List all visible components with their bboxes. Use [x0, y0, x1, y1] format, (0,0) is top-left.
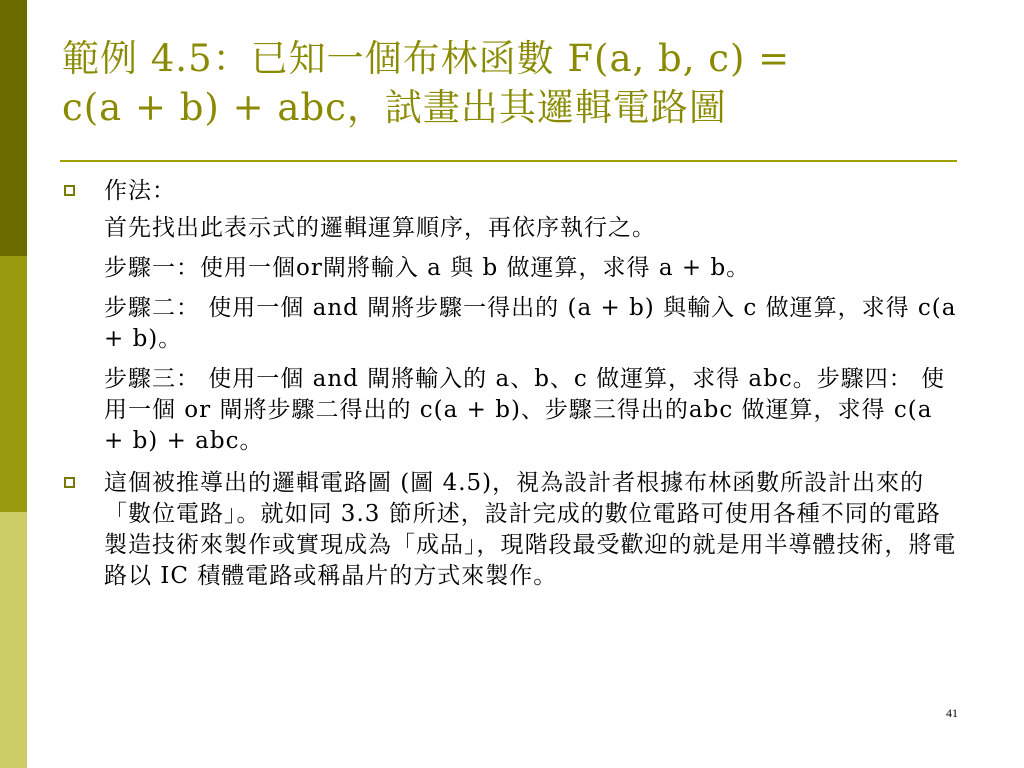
left-decorative-bar — [0, 0, 27, 768]
bullet-method-heading: 作法： — [104, 178, 176, 204]
bullet-circuit-note — [60, 468, 960, 592]
left-bar-light-segment — [0, 512, 27, 768]
slide-title — [62, 34, 962, 132]
title-divider — [60, 160, 957, 162]
method-step-2: 步驟二： 使用一個 and 閘將步驟一得出的 (a + b) 與輸入 c 做運算，求得 c(a + b)。 — [104, 295, 957, 352]
slide-title-line-1: 範例 4.5：已知一個布林函數 F(a, b, c) = — [62, 37, 791, 80]
method-step-1: 步驟一：使用一個or閘將輸入 a 與 b 做運算，求得 a + b。 — [104, 255, 751, 281]
left-bar-mid-segment — [0, 256, 27, 512]
page-number: 41 — [946, 706, 958, 720]
slide-body — [60, 176, 960, 592]
square-bullet-icon — [64, 477, 75, 488]
left-bar-dark-segment — [0, 0, 27, 256]
square-bullet-icon — [64, 185, 75, 196]
bullet-method — [60, 176, 960, 457]
slide-title-line-2: c(a + b) + abc，試畫出其邏輯電路圖 — [62, 86, 727, 129]
method-step-3-4: 步驟三： 使用一個 and 閘將輸入的 a、b、c 做運算，求得 abc。步驟四： 使用一個 or 閘將步驟二得出的 c(a + b)、步驟三得出的abc 做運算，求得 c(a + b) + abc。 — [104, 366, 946, 454]
method-intro: 首先找出此表示式的邏輯運算順序，再依序執行之。 — [104, 215, 656, 241]
bullet-circuit-note-text: 這個被推導出的邏輯電路圖 (圖 4.5)，視為設計者根據布林函數所設計出來的「數位電路」。就如同 3.3 節所述，設計完成的數位電路可使用各種不同的電路製造技術來製作或實現成為「成品」，現階段最受歡迎的就是用半導體技術，將電路以 IC 積體電路或稱晶片的方式來製作。 — [104, 470, 957, 589]
